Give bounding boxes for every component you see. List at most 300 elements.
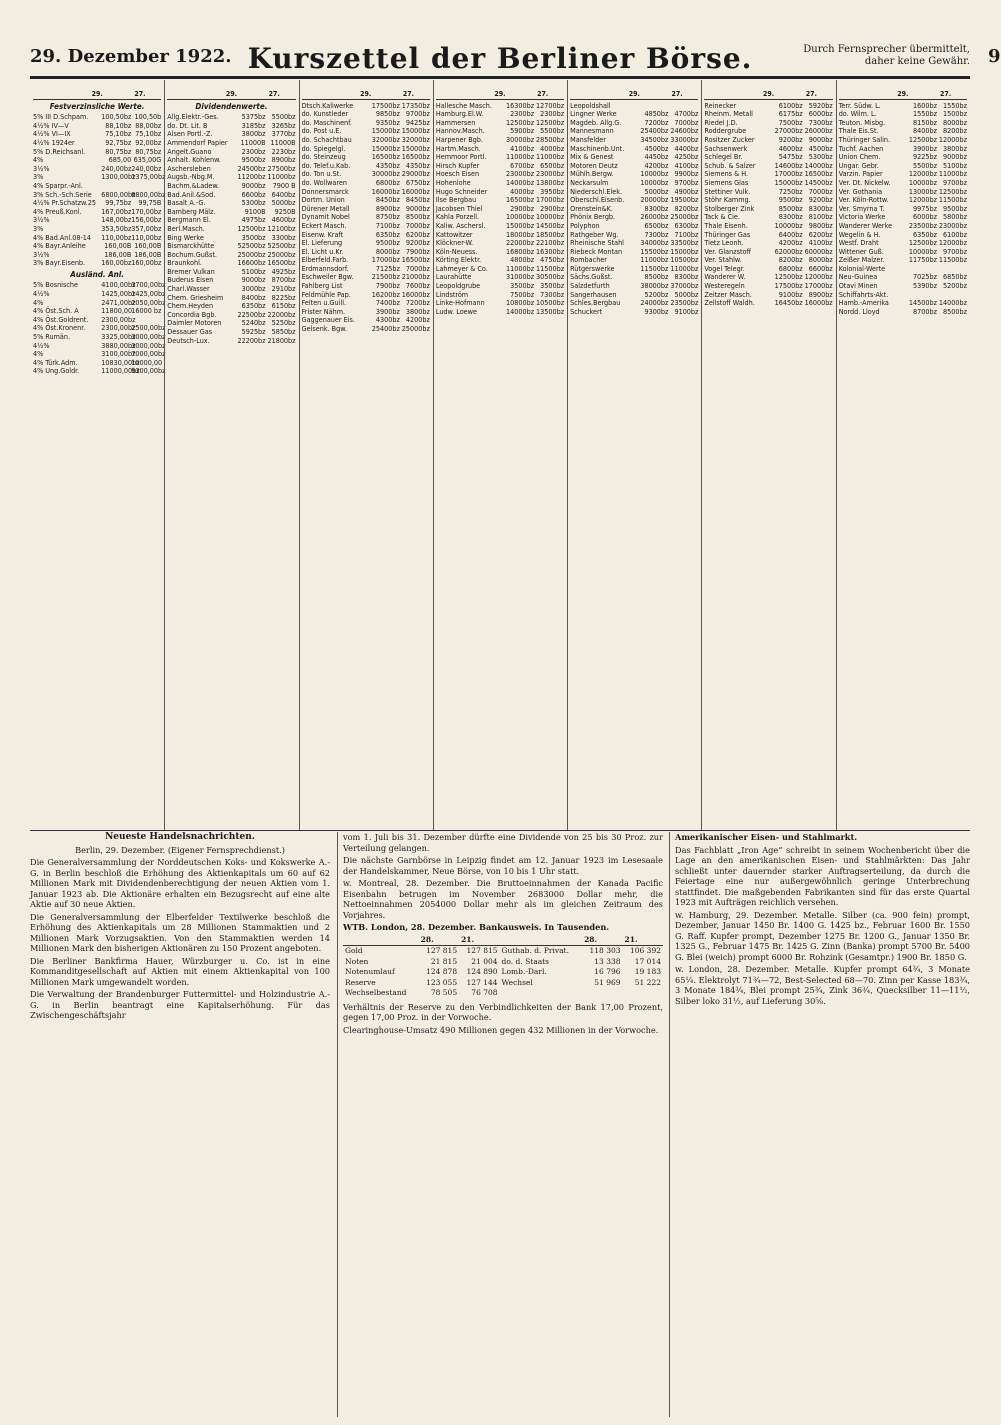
bank-cell: 16 796 <box>594 967 621 976</box>
security-name: Berl.Masch. <box>167 223 205 233</box>
security-name: Ammendorf Papier <box>167 137 228 147</box>
security-name: Zellstoff Waldh. <box>704 298 755 308</box>
quote-27: 11000bz <box>536 152 565 162</box>
news-paragraph: vom 1. Juli bis 31. Dezember dürfte eine Dividende von 25 bis 30 Proz. zur Verteilung gelangen. <box>343 832 663 853</box>
quote-27: 635,00G <box>133 155 162 165</box>
column-header <box>302 90 430 100</box>
column-header <box>436 90 564 100</box>
quote-29: 4200bz <box>778 238 803 248</box>
middle-news-column <box>343 832 663 1417</box>
bank-cell <box>500 988 583 999</box>
security-name: Alsen Portl.-Z. <box>167 129 213 139</box>
quote-29: 4850bz <box>644 109 669 119</box>
quote-29: 16000bz <box>371 186 400 196</box>
column-header-label <box>570 90 613 99</box>
quote-29: 15000bz <box>506 220 535 230</box>
security-name: Thale Eis.St. <box>838 126 879 136</box>
quote-29: 5900bz <box>510 126 535 136</box>
security-name: Angelt.Guano <box>167 146 212 156</box>
quote-27: 7000bz <box>808 186 833 196</box>
bank-cell: Wechselbestand <box>345 988 407 997</box>
security-name: Hamb.-Amerika <box>838 298 889 308</box>
security-name: Thüringer Gas <box>704 229 751 239</box>
security-name: Lahmeyer & Co. <box>435 263 488 273</box>
security-name: Oberschl.Eisenb. <box>570 195 625 205</box>
security-name: Ver. Glanzstoff <box>704 246 751 256</box>
quote-29: 2300,00bz <box>101 323 136 333</box>
security-name: Tuchf. Aachen <box>838 143 884 153</box>
quote-29: 5390bz <box>913 281 937 291</box>
security-name: Tack & Cie. <box>704 212 740 222</box>
security-name: Dessauer Gas <box>167 327 213 337</box>
security-name: Vogel Telegr. <box>704 263 745 273</box>
quote-27: 9000bz <box>943 152 967 162</box>
quote-29: 3880,00bz <box>101 340 136 350</box>
quote-27: 3700,00bz <box>131 280 166 290</box>
bank-cell: 21 004 <box>471 956 498 966</box>
quote-27: 52500bz <box>267 241 296 251</box>
security-name: Eckert Masch. <box>301 220 347 230</box>
news-paragraph: w. Hamburg, 29. Dezember. Metalle. Silber (ca. 900 fein) prompt, Dezember, Januar 1450 Br. 1400 G. 1425 bz., Februar 1600 Br. 1550 G. Raff. Kupfer prompt, Dezember 1275 Br. 1200 G., Januar 1350 Br. 1325 G., Februar 1475 Br. 1425 G. Zinn (Banka) prompt 5700 Br. 5400 G. Blei (weich) prompt 6000 Br. Rohzink (Gesamtpr.) 1900 Br. 1850 G. <box>675 909 970 962</box>
bank-cell: 21 815 <box>430 956 458 966</box>
quote-27: 12700bz <box>536 100 565 110</box>
quote-29: 9500bz <box>241 155 266 165</box>
quote-29: 6000bz <box>913 212 937 222</box>
security-name: Bing Werke <box>167 232 204 242</box>
bank-table-row <box>343 978 663 989</box>
quote-29: 7500bz <box>510 289 535 299</box>
quote-27: 16500bz <box>401 152 430 162</box>
bank-cell: Noten <box>345 956 369 966</box>
quote-27: 9700bz <box>943 177 967 187</box>
quote-27: 7100bz <box>674 229 699 239</box>
quote-27: 6200bz <box>405 229 430 239</box>
quote-29: 1550bz <box>913 109 937 119</box>
security-name: Eschweiler Bgw. <box>301 272 354 282</box>
news-paragraph: Die Berliner Bankfirma Hauer, Würzburger u. Co. ist in eine Kommanditgesellschaft auf Aktien mit einem Aktienkapital von 100 Millionen Mark umgewandelt worden. <box>30 955 330 987</box>
security-name: Hannov.Masch. <box>435 126 485 136</box>
quote-29: 16500bz <box>371 152 400 162</box>
security-name: Schlegel Br. <box>704 152 743 162</box>
security-name: Salzdetfurth <box>570 281 610 291</box>
security-name: Elberfeld.Farb. <box>301 255 349 265</box>
quote-27: 5300bz <box>808 152 833 162</box>
quote-27: 9000bz <box>808 134 833 144</box>
quote-27: 16000bz <box>401 186 430 196</box>
quote-27: 23000bz <box>938 220 967 230</box>
quote-27: 88,00bz <box>135 120 162 130</box>
quote-27: 9500bz <box>943 203 967 213</box>
quote-27: 21800bz <box>267 335 296 345</box>
quote-row <box>839 308 967 317</box>
quote-29: 14500bz <box>908 298 937 308</box>
bank-cell: Lomb.-Darl. <box>501 967 547 976</box>
security-name: 4% <box>33 297 44 307</box>
quote-29: 9200bz <box>778 134 803 144</box>
quote-27: 11000bz <box>267 172 296 182</box>
quote-27: 9700bz <box>405 109 430 119</box>
quote-27: 10000bz <box>536 212 565 222</box>
issue-date: 29. Dezember 1922. <box>30 46 232 67</box>
quote-27: 2910bz <box>271 284 296 294</box>
quote-27: 14500bz <box>804 177 833 187</box>
quote-27: 9100bz <box>674 306 699 316</box>
bank-header-cell <box>500 935 583 946</box>
quote-27: 160,00B <box>134 241 162 251</box>
column-header-label <box>33 90 76 99</box>
security-name: 3% Bayr.Eisenb. <box>33 258 86 268</box>
quote-29: 1600bz <box>913 100 937 110</box>
quote-29: 10000bz <box>774 220 803 230</box>
security-name: Sangerhausen <box>570 289 617 299</box>
security-name: Daimler Motoren <box>167 318 222 328</box>
security-name: 3% <box>33 223 44 233</box>
quote-27: 16000 bz <box>131 306 162 316</box>
quote-27: 6800,00bz <box>131 189 166 199</box>
quote-27: 23000bz <box>536 169 565 179</box>
quote-29: 685,00 <box>108 155 132 165</box>
security-name: Schiffahrts-Akt. <box>838 289 889 299</box>
security-name: Dortm. Union <box>301 195 345 205</box>
stock-column <box>704 90 832 830</box>
quote-29: 26000bz <box>640 212 669 222</box>
security-name: do. Steinzeug <box>301 152 346 162</box>
quote-27: 4700bz <box>674 109 699 119</box>
stock-column <box>33 90 166 830</box>
security-name: Erdmannsdorf. <box>301 263 349 273</box>
quote-29: 7300bz <box>644 229 669 239</box>
security-name: Allg.Elektr.-Ges. <box>167 112 219 122</box>
quote-29: 2300,00bz <box>101 314 136 324</box>
quote-29: 8500bz <box>644 272 669 282</box>
date-header: 27. <box>940 90 952 98</box>
security-name: Rositzer Zucker <box>704 134 755 144</box>
column-divider <box>669 832 670 1417</box>
quote-27: 19500bz <box>670 195 699 205</box>
bank-table-header <box>343 935 663 946</box>
quote-row <box>33 259 161 268</box>
bank-cell: 17 014 <box>634 956 661 966</box>
column-header-label <box>302 90 345 99</box>
quote-29: 5200bz <box>644 289 669 299</box>
bank-header-cell: 28. <box>582 935 622 946</box>
quote-29: 9000bz <box>241 275 266 285</box>
security-name: Charl.Wasser <box>167 284 210 294</box>
quote-29: 8700bz <box>913 306 937 316</box>
quote-29: 5375bz <box>241 112 266 122</box>
security-name: Bochum.Gußst. <box>167 249 217 259</box>
quote-27: 8700bz <box>271 275 296 285</box>
security-name: Varzin. Papier <box>838 169 883 179</box>
security-name: Braunkohl. <box>167 258 202 268</box>
quote-29: 6400bz <box>778 229 803 239</box>
quote-29: 22000bz <box>506 238 535 248</box>
quote-29: 16450bz <box>774 298 803 308</box>
security-name: 4% Öst.Goldrent. <box>33 314 89 324</box>
quote-29: 12500bz <box>506 117 535 127</box>
quote-29: 160,00bz <box>101 258 132 268</box>
quote-27: 1425,00bz <box>131 289 166 299</box>
quote-29: 9500bz <box>375 238 400 248</box>
quote-27: 9250B <box>274 206 296 216</box>
security-name: Hartm.Masch. <box>435 143 481 153</box>
security-name: Chem. Griesheim <box>167 292 224 302</box>
quote-27: 7000bz <box>405 263 430 273</box>
quote-29: 9100B <box>244 206 266 216</box>
news-paragraph: Die Verwaltung der Brandenburger Futtermittel- und Holzindustrie A.-G. in Berlin beantragt eine Kapitalserhöhung. Für das Zwischengeschäftsjahr <box>30 989 330 1020</box>
bank-cell: 124 890 <box>466 967 498 976</box>
quote-29: 15000bz <box>774 177 803 187</box>
bank-cell <box>582 988 622 999</box>
quote-29: 8750bz <box>375 212 400 222</box>
quote-29: 10000bz <box>908 246 937 256</box>
quote-27: 4600bz <box>271 215 296 225</box>
bank-cell: Notenumlauf <box>345 967 395 976</box>
stock-column <box>436 90 564 830</box>
bank-cell <box>623 988 663 999</box>
bank-table-row <box>343 988 663 999</box>
quote-29: 4100bz <box>510 143 535 153</box>
quote-29: 17500bz <box>371 100 400 110</box>
quote-27: 17000bz <box>804 281 833 291</box>
security-name: Leopoldshall <box>570 100 611 110</box>
bank-cell: Gold <box>345 946 363 955</box>
quote-27: 12000bz <box>938 238 967 248</box>
quote-29: 7125bz <box>375 263 400 273</box>
security-name: Augsb.-Nbg.M. <box>167 172 215 182</box>
quote-27: 16500bz <box>804 169 833 179</box>
quote-27: 4925bz <box>271 266 296 276</box>
security-name: Roddergrube <box>704 126 747 136</box>
security-name: Harpener Bgb. <box>435 134 483 144</box>
security-name: 5% Bosnische <box>33 280 78 290</box>
quote-27: 5100bz <box>943 160 967 170</box>
quote-27: 3300bz <box>271 232 296 242</box>
section-heading: Dividendenwerte. <box>195 101 268 111</box>
security-name: 3% Sch.-Sch.Serie <box>33 189 92 199</box>
quote-29: 3500bz <box>510 281 535 291</box>
quote-29: 11200bz <box>237 172 266 182</box>
security-name: Felten u.Guill. <box>301 298 347 308</box>
quote-27: 2300bz <box>540 109 565 119</box>
quote-29: 11000bz <box>640 255 669 265</box>
quote-27: 4200bz <box>405 315 430 325</box>
bank-cell: 106 392 <box>629 946 661 955</box>
bank-cell: 127 144 <box>466 977 498 987</box>
quote-27: 8900bz <box>808 289 833 299</box>
quote-29: 7500bz <box>778 117 803 127</box>
quote-29: 32000bz <box>371 134 400 144</box>
quote-27: 8500bz <box>405 212 430 222</box>
quote-27: 28500bz <box>536 134 565 144</box>
security-name: Jacobsen Thiel <box>435 203 483 213</box>
quote-29: 5100bz <box>241 266 266 276</box>
quote-27: 8100bz <box>808 212 833 222</box>
quote-27: 11000B <box>270 137 296 147</box>
quote-27: 7000bz <box>405 220 430 230</box>
bank-cell: Guthab. d. Privat. <box>501 946 569 955</box>
quote-27: 12500bz <box>536 117 565 127</box>
security-name: do. Dt. Lit. B <box>167 120 208 130</box>
security-name: do. Post u.E. <box>301 126 342 136</box>
quote-27: 4250bz <box>674 152 699 162</box>
security-name: Feldmühle Pap. <box>301 289 351 299</box>
quote-29: 17000bz <box>371 255 400 265</box>
quote-27: 8225bz <box>271 292 296 302</box>
security-name: Dtsch.Kaliwerke <box>301 100 354 110</box>
date-header: 27. <box>671 90 683 98</box>
bank-header-cell: 21. <box>459 935 499 946</box>
quote-27: 5500bz <box>271 112 296 122</box>
bank-cell: 123 055 <box>426 977 458 987</box>
date-header: 29. <box>897 90 909 98</box>
security-name: 5% Rumän. <box>33 332 70 342</box>
quote-27: 240,00bz <box>131 163 162 173</box>
quote-29: 99,75bz <box>105 198 132 208</box>
quote-27: 5000bz <box>674 289 699 299</box>
security-name: Hohenlohe <box>435 177 471 187</box>
quote-27: 8500bz <box>943 306 967 316</box>
bank-cell: 118 303 <box>589 946 621 955</box>
security-name: Bachm.&Ladew. <box>167 180 220 190</box>
security-name: Phönix Bergb. <box>570 212 616 222</box>
quote-29: 27000bz <box>774 126 803 136</box>
quote-29: 2471,00bz <box>101 297 136 307</box>
quote-29: 4100,00bz <box>101 280 136 290</box>
security-name: Ver. Stahlw. <box>704 255 742 265</box>
quote-29: 16200bz <box>371 289 400 299</box>
note-line-2: daher keine Gewähr. <box>864 56 970 67</box>
quote-27: 12000bz <box>804 272 833 282</box>
quote-29: 2300bz <box>241 146 266 156</box>
news-paragraph: Die nächste Garnbörse in Leipzig findet am 12. Januar 1923 im Lesesaale der Handelskammer, Neue Börse, von 10 bis 1 Uhr statt. <box>343 855 663 876</box>
security-name: Victoria Werke <box>838 212 886 222</box>
quote-29: 160,00B <box>104 241 132 251</box>
quote-29: 4975bz <box>241 215 266 225</box>
quote-29: 34000bz <box>640 238 669 248</box>
column-divider <box>567 80 568 830</box>
quote-27: 186,00B <box>134 249 162 259</box>
quote-27: 3500bz <box>540 281 565 291</box>
security-name: 4% Türk.Adm. <box>33 357 78 367</box>
quote-29: 4200bz <box>644 160 669 170</box>
security-name: Neu-Guinea <box>838 272 878 282</box>
quote-29: 30000bz <box>371 169 400 179</box>
security-name: Nordd. Lloyd <box>838 306 880 316</box>
quote-29: 6800,00bz <box>101 189 136 199</box>
quote-27: 12500bz <box>938 186 967 196</box>
bank-cell: do. d. Staats <box>501 956 550 966</box>
quote-27: 3000,00bz <box>131 340 166 350</box>
quote-27: 8000bz <box>943 117 967 127</box>
security-name: Deutsch-Lux. <box>167 335 210 345</box>
quote-27: 4500bz <box>808 143 833 153</box>
column-header-label <box>436 90 479 99</box>
column-header <box>570 90 698 100</box>
quote-27: 3770bz <box>271 129 296 139</box>
quote-29: 4450bz <box>644 152 669 162</box>
quote-29: 8500bz <box>778 203 803 213</box>
quote-29: 5500bz <box>913 160 937 170</box>
quote-29: 3325,00bz <box>101 332 136 342</box>
bank-header-cell <box>343 935 419 946</box>
quote-29: 20000bz <box>640 195 669 205</box>
security-name: Hamburg.El.W. <box>435 109 484 119</box>
quote-27: 25000bz <box>401 324 430 334</box>
quote-27: 18500bz <box>536 229 565 239</box>
security-name: Buderus Eisen <box>167 275 214 285</box>
bank-cell: 51 222 <box>634 977 661 987</box>
security-name: Riebeck Montan <box>570 246 623 256</box>
stock-column <box>570 90 698 830</box>
quote-27: 16300bz <box>536 246 565 256</box>
quote-29: 25000bz <box>237 249 266 259</box>
quote-27: 9700bz <box>943 246 967 256</box>
quote-29: 6175bz <box>778 109 803 119</box>
quote-27: 8300bz <box>808 203 833 213</box>
date-header: 29. <box>360 90 372 98</box>
security-name: Ungar. Gebr. <box>838 160 879 170</box>
security-name: Sächs.Gußst. <box>570 272 613 282</box>
bank-cell: Wechsel <box>501 977 533 987</box>
quote-27: 3265bz <box>271 120 296 130</box>
quote-29: 11000B <box>240 137 266 147</box>
quote-27: 1500bz <box>943 109 967 119</box>
date-header: 27. <box>134 90 146 98</box>
table-bottom-rule <box>30 830 970 831</box>
quote-29: 4350bz <box>375 160 400 170</box>
page-title: Kurszettel der Berliner Börse. <box>247 42 753 75</box>
quote-29: 12500bz <box>237 223 266 233</box>
bank-cell: 76 708 <box>471 988 498 997</box>
date-header: 29. <box>225 90 237 98</box>
quote-27: 6100bz <box>943 229 967 239</box>
quote-29: 16800bz <box>506 246 535 256</box>
security-name: 5% D.Reichsanl. <box>33 146 86 156</box>
quote-27: 10500bz <box>536 298 565 308</box>
column-header <box>839 90 967 100</box>
security-name: Maschinenb.Unt. <box>570 143 625 153</box>
security-name: Eisenw. Kraft <box>301 229 344 239</box>
quote-29: 9850bz <box>375 109 400 119</box>
quote-27: 9300,00bz <box>131 366 166 376</box>
news-paragraph: w. Montreal, 28. Dezember. Die Bruttoeinnahmen der Kanada Pacific Eisenbahn betrugen im November 2683000 Dollar mehr, die Nettoeinnahmen 2054000 Dollar mehr als im gleichen Zeitraum des Vorjahres. <box>343 878 663 920</box>
quote-29: 21500bz <box>371 272 400 282</box>
quote-29: 23500bz <box>908 220 937 230</box>
security-name: El. Licht u.Kr. <box>301 246 344 256</box>
quote-29: 6350bz <box>913 229 937 239</box>
bank-cell: 124 878 <box>426 967 458 976</box>
quote-27: 16500bz <box>267 258 296 268</box>
quote-row <box>33 366 166 376</box>
quote-27: 25000bz <box>267 249 296 259</box>
quote-27: 12100bz <box>267 223 296 233</box>
quote-29: 8200bz <box>778 255 803 265</box>
quote-27: 5920bz <box>808 100 833 110</box>
quote-29: 7025bz <box>913 272 937 282</box>
quote-29: 186,00B <box>104 249 132 259</box>
security-name: Motoren Deutz <box>570 160 618 170</box>
security-name: Magdeb. Allg.G. <box>570 117 622 127</box>
bank-header-cell: 21. <box>623 935 663 946</box>
security-name: Stöhr Kammg. <box>704 195 751 205</box>
quote-29: 88,10bz <box>105 120 132 130</box>
column-divider <box>164 80 165 830</box>
quote-27: 11500bz <box>536 263 565 273</box>
security-name: 4½% VI—IX <box>33 129 71 139</box>
quote-29: 25400bz <box>640 126 669 136</box>
quote-27: 3800bz <box>405 306 430 316</box>
